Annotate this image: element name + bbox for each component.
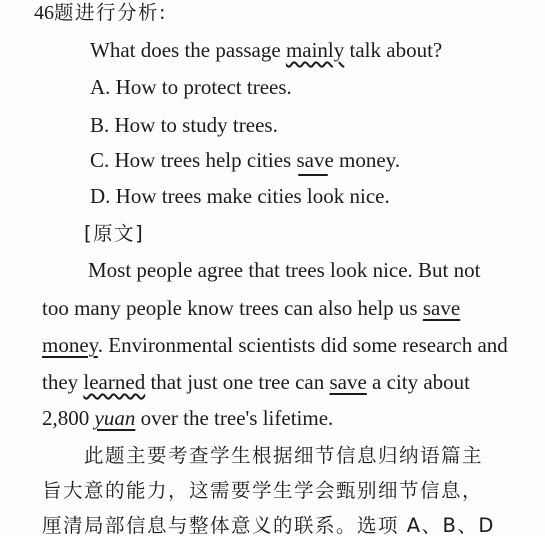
section-heading — [34, 3, 167, 23]
passage-line-5: 2,800 yuan over the tree's lifetime. — [42, 406, 334, 430]
passage-line-2: too many people know trees can also help us save — [42, 296, 461, 320]
option-a: A. How to protect trees. — [90, 75, 292, 99]
source-label: [原文] — [84, 222, 145, 245]
keyword-learned: learned — [83, 370, 146, 394]
option-d: D. How trees make cities look nice. — [90, 184, 390, 208]
keyword-save-1: save — [422, 296, 461, 320]
analysis-line-1: 此题主要考查学生根据细节信息归纳语篇主 — [84, 444, 484, 467]
heading-number: 46 — [34, 2, 54, 24]
analysis-line-2: 旨大意的能力，这需要学生学会甄别细节信息， — [42, 479, 484, 502]
option-b: B. How to study trees. — [90, 113, 278, 137]
question-text: What does the passage mainly talk about? — [90, 38, 443, 62]
analysis-line-3: 厘清局部信息与整体意义的联系。选项 A、B、D — [42, 514, 495, 536]
keyword-save-2: save — [329, 370, 367, 394]
passage-line-1: Most people agree that trees look nice. But not — [88, 258, 481, 282]
passage-line-3: money. Environmental scientists did some research and — [42, 333, 508, 357]
heading-title: 题进行分析: — [54, 1, 168, 24]
keyword-yuan: yuan — [94, 406, 136, 430]
keyword-mainly: mainly — [285, 38, 345, 62]
keyword-money: money — [42, 333, 98, 357]
passage-line-4: they learned that just one tree can save a city about — [42, 370, 471, 394]
option-c: C. How trees help cities save money. — [90, 148, 401, 172]
keyword-save-option: save — [296, 148, 334, 172]
